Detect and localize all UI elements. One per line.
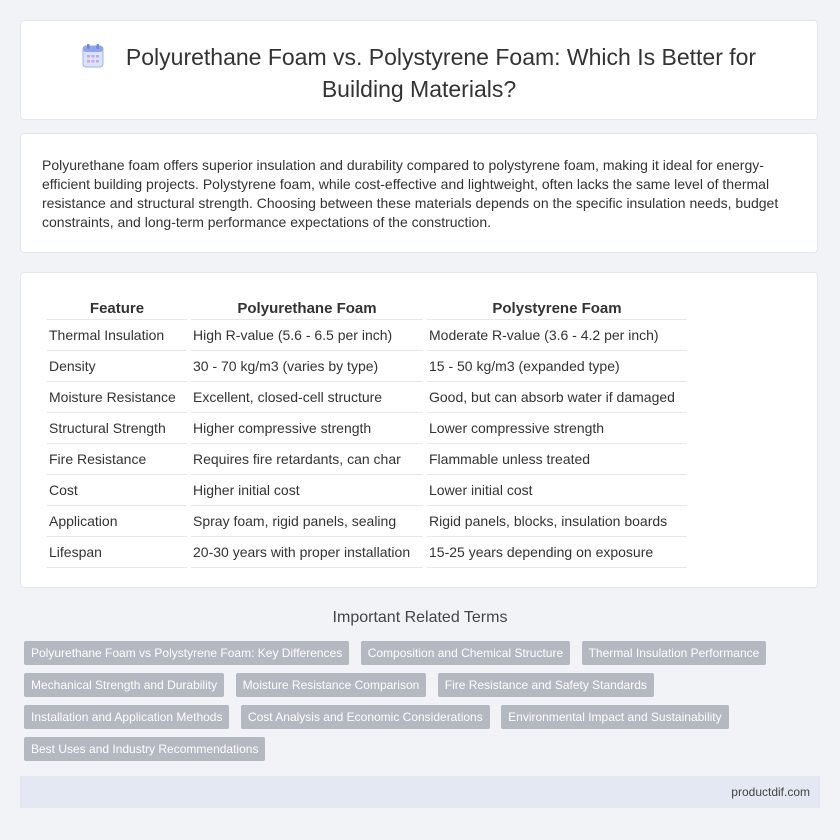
- related-term-tag[interactable]: Polyurethane Foam vs Polystyrene Foam: Key Differences: [24, 641, 349, 665]
- polyurethane-cell: High R-value (5.6 - 6.5 per inch): [191, 320, 423, 351]
- related-term-tag[interactable]: Thermal Insulation Performance: [582, 641, 767, 665]
- polystyrene-cell: Lower compressive strength: [427, 413, 687, 444]
- related-terms-list: [24, 641, 784, 769]
- table-row: [47, 444, 687, 475]
- polyurethane-cell: 20-30 years with proper installation: [191, 537, 423, 568]
- polystyrene-cell: 15-25 years depending on exposure: [427, 537, 687, 568]
- related-term-tag[interactable]: Installation and Application Methods: [24, 705, 229, 729]
- summary-card: [20, 133, 818, 253]
- document-icon: [82, 44, 104, 75]
- feature-cell: Lifespan: [47, 537, 187, 568]
- polystyrene-cell: 15 - 50 kg/m3 (expanded type): [427, 351, 687, 382]
- table-header-row: [47, 297, 687, 320]
- polyurethane-cell: 30 - 70 kg/m3 (varies by type): [191, 351, 423, 382]
- feature-cell: Fire Resistance: [47, 444, 187, 475]
- related-term-tag[interactable]: Mechanical Strength and Durability: [24, 673, 224, 697]
- polyurethane-cell: Excellent, closed-cell structure: [191, 382, 423, 413]
- header-polyurethane: Polyurethane Foam: [191, 297, 423, 320]
- footer-site[interactable]: productdif.com: [731, 785, 810, 799]
- polystyrene-cell: Flammable unless treated: [427, 444, 687, 475]
- header-polystyrene: Polystyrene Foam: [427, 297, 687, 320]
- comparison-card: [20, 272, 818, 588]
- polystyrene-cell: Moderate R-value (3.6 - 4.2 per inch): [427, 320, 687, 351]
- title-card: [20, 20, 818, 120]
- feature-cell: Moisture Resistance: [47, 382, 187, 413]
- feature-cell: Application: [47, 506, 187, 537]
- polystyrene-cell: Rigid panels, blocks, insulation boards: [427, 506, 687, 537]
- table-row: [47, 475, 687, 506]
- table-row: [47, 351, 687, 382]
- feature-cell: Structural Strength: [47, 413, 187, 444]
- table-row: [47, 506, 687, 537]
- feature-cell: Density: [47, 351, 187, 382]
- table-row: [47, 537, 687, 568]
- polystyrene-cell: Good, but can absorb water if damaged: [427, 382, 687, 413]
- comparison-table: [43, 297, 691, 568]
- polyurethane-cell: Higher initial cost: [191, 475, 423, 506]
- header-feature: Feature: [47, 297, 187, 320]
- feature-cell: Thermal Insulation: [47, 320, 187, 351]
- table-row: [47, 320, 687, 351]
- summary-paragraph: Polyurethane foam offers superior insulation and durability compared to polystyrene foam, making it ideal for energy-efficient building projects. Polystyrene foam, while cost-effective and lightweight, often lacks the same level of thermal resistance and structural strength. Choosing between these materials depends on the specific insulation needs, budget constraints, and long-term performance expectations of the construction.: [42, 157, 779, 230]
- polyurethane-cell: Requires fire retardants, can char: [191, 444, 423, 475]
- related-term-tag[interactable]: Moisture Resistance Comparison: [236, 673, 427, 697]
- related-term-tag[interactable]: Composition and Chemical Structure: [361, 641, 570, 665]
- table-row: [47, 382, 687, 413]
- related-term-tag[interactable]: Best Uses and Industry Recommendations: [24, 737, 265, 761]
- table-row: [47, 413, 687, 444]
- page-title: Polyurethane Foam vs. Polystyrene Foam: Which Is Better for Building Materials?: [125, 44, 757, 102]
- footer: [20, 776, 820, 808]
- polystyrene-cell: Lower initial cost: [427, 475, 687, 506]
- page-title-wrap: [61, 43, 777, 104]
- related-terms-heading: Important Related Terms: [332, 609, 508, 626]
- related-term-tag[interactable]: Fire Resistance and Safety Standards: [438, 673, 654, 697]
- feature-cell: Cost: [47, 475, 187, 506]
- related-term-tag[interactable]: Environmental Impact and Sustainability: [501, 705, 728, 729]
- related-term-tag[interactable]: Cost Analysis and Economic Considerations: [241, 705, 490, 729]
- polyurethane-cell: Higher compressive strength: [191, 413, 423, 444]
- polyurethane-cell: Spray foam, rigid panels, sealing: [191, 506, 423, 537]
